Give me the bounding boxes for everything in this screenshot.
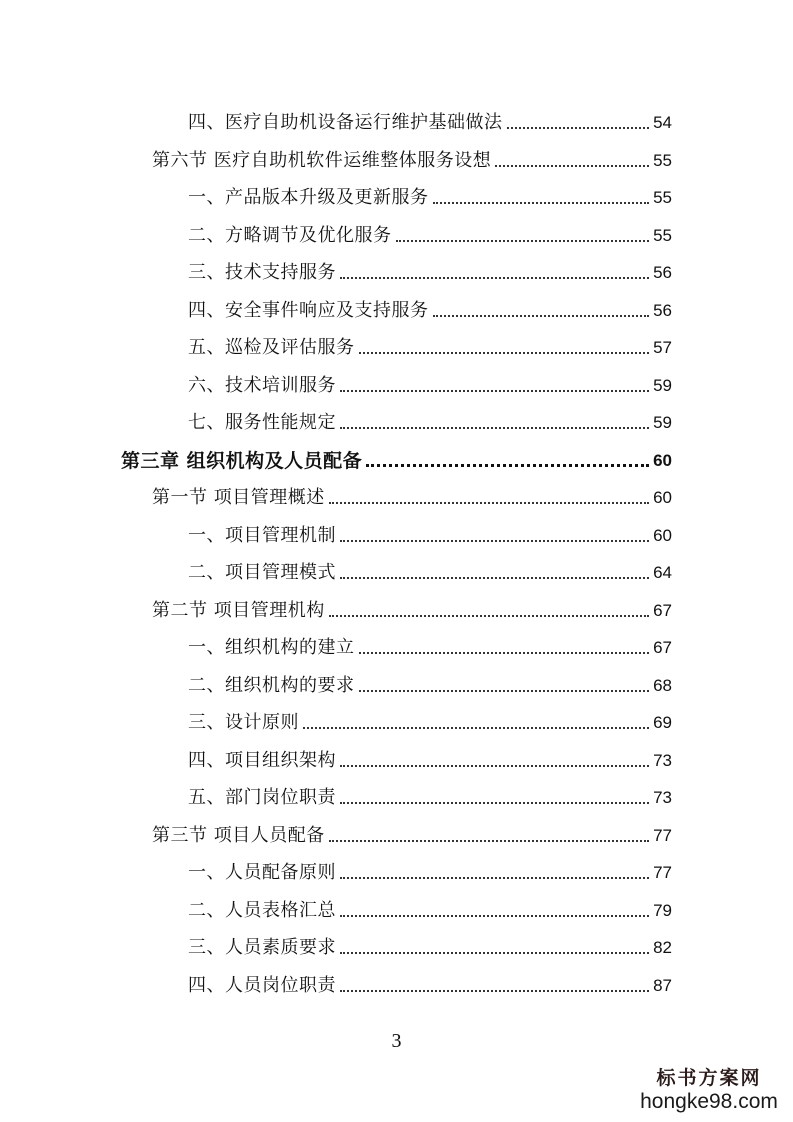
toc-entry[interactable] [188,627,672,659]
toc-entry[interactable] [188,777,672,809]
dot-leader [340,915,649,917]
toc-entry[interactable] [188,215,672,247]
toc-entry-label: 一、组织机构的建立 [188,637,355,658]
toc-entry-page: 82 [653,938,672,957]
toc-entry-page: 60 [653,488,672,507]
toc-entry-label: 一、人员配备原则 [188,862,336,883]
dot-leader [396,240,650,242]
watermark-domain: hongke98.com [640,1090,778,1113]
dot-leader [329,615,649,617]
toc-entry-label: 六、技术培训服务 [188,374,336,396]
toc-entry[interactable] [152,477,672,509]
toc-entry-page: 56 [653,300,672,320]
dot-leader [340,540,649,542]
toc-entry-label: 五、巡检及评估服务 [188,337,355,358]
toc-entry-page: 68 [653,675,672,695]
toc-entry-label: 四、医疗自助机设备运行维护基础做法 [188,112,503,133]
toc-entry-page: 55 [653,188,672,207]
toc-entry-page: 87 [653,975,672,995]
toc-entry-label: 二、组织机构的要求 [188,674,355,696]
site-watermark [639,1063,779,1114]
toc-entry-label: 第六节 医疗自助机软件运维整体服务设想 [152,149,492,171]
toc-entry-page: 64 [653,563,672,582]
toc-entry-label: 二、人员表格汇总 [188,899,336,921]
toc-entry[interactable] [188,702,672,734]
dot-leader [359,352,650,354]
dot-leader [340,952,649,954]
dot-leader [507,127,650,129]
toc-entry[interactable] [188,665,672,697]
toc-entry-label: 二、方略调节及优化服务 [188,224,392,246]
dot-leader [303,727,649,729]
toc-entry-page: 59 [653,413,672,432]
dot-leader [359,652,650,654]
toc-entry-page: 67 [653,638,672,657]
toc-entry-page: 55 [653,225,672,245]
watermark-name: 标书方案网 [656,1067,762,1089]
toc-entry[interactable] [188,515,672,547]
toc-entry-page: 55 [653,150,672,170]
toc-entry-page: 73 [653,750,672,770]
toc-entry[interactable] [188,890,672,922]
toc-entry[interactable] [188,290,672,322]
toc-entry[interactable] [188,327,672,359]
toc-entry-page: 56 [653,263,672,282]
toc-entry-label: 第一节 项目管理概述 [152,487,325,508]
dot-leader [340,277,649,279]
toc-entry-page: 57 [653,338,672,357]
toc-entry-label: 四、项目组织架构 [188,749,336,771]
toc-entry[interactable] [152,815,672,847]
dot-leader [340,990,649,992]
toc-entry-label: 一、产品版本升级及更新服务 [188,187,429,208]
toc-entry[interactable] [188,927,672,959]
toc-entry-page: 77 [653,863,672,882]
toc-entry-page: 60 [653,450,672,470]
dot-leader [329,840,649,842]
dot-leader [340,577,649,579]
dot-leader [340,390,649,392]
dot-leader [433,315,650,317]
toc-entry[interactable] [152,140,672,172]
toc-entry-label: 四、安全事件响应及支持服务 [188,299,429,321]
toc-entry-label: 三、技术支持服务 [188,262,336,283]
toc-entry-page: 77 [653,825,672,845]
toc-entry-page: 54 [653,113,672,132]
toc-entry-page: 67 [653,600,672,620]
toc-entry[interactable] [188,102,672,134]
toc-entry-label: 第三节 项目人员配备 [152,824,325,846]
toc-entry-label: 第三章 组织机构及人员配备 [121,449,363,472]
toc-entry[interactable] [188,740,672,772]
toc-entry-label: 一、项目管理机制 [188,524,336,546]
toc-entry[interactable] [188,365,672,397]
dot-leader [340,427,649,429]
toc-entry[interactable] [188,965,672,997]
toc-entry[interactable] [188,852,672,884]
toc-entry-page: 73 [653,788,672,807]
toc-entry-label: 五、部门岗位职责 [188,787,336,808]
toc-entry-label: 四、人员岗位职责 [188,974,336,996]
toc-entry-label: 二、项目管理模式 [188,562,336,583]
toc-entry-label: 七、服务性能规定 [188,412,336,433]
toc-entry[interactable] [188,177,672,209]
toc-entry[interactable] [188,402,672,434]
toc-entry-page: 79 [653,900,672,920]
toc-entry-page: 59 [653,375,672,395]
toc-entry-label: 三、人员素质要求 [188,937,336,958]
toc-chapter-entry[interactable] [121,440,672,472]
toc-entry-page: 60 [653,525,672,545]
dot-leader [340,877,649,879]
dot-leader [340,765,649,767]
toc-entry[interactable] [188,552,672,584]
dot-leader [366,464,649,467]
dot-leader [495,165,649,167]
toc-entry[interactable] [188,252,672,284]
toc-entry[interactable] [152,590,672,622]
dot-leader [340,802,649,804]
dot-leader [329,502,649,504]
toc-entry-label: 三、设计原则 [188,712,299,733]
page-number: 3 [391,1030,402,1052]
toc-entry-label: 第二节 项目管理机构 [152,599,325,621]
dot-leader [359,690,650,692]
toc-entry-page: 69 [653,713,672,732]
dot-leader [433,202,650,204]
